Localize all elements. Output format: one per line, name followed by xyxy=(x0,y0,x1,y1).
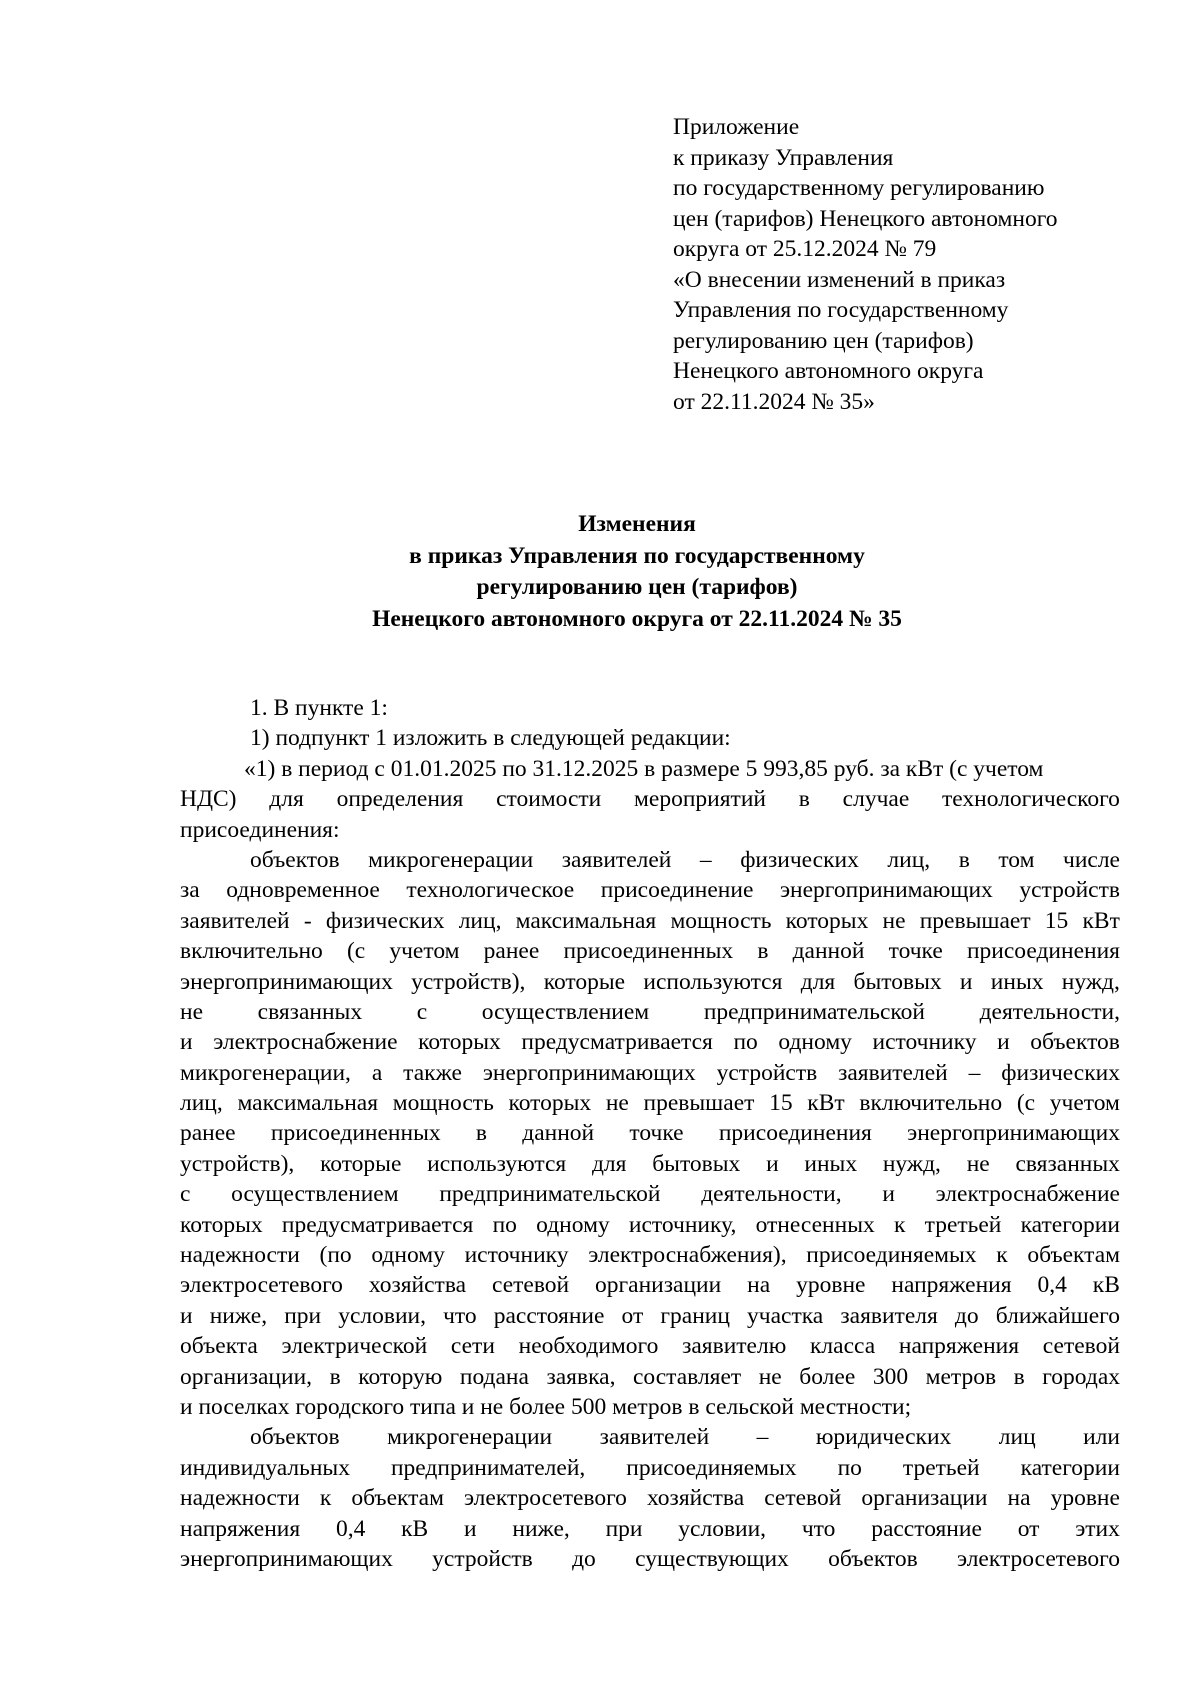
word: включительно xyxy=(859,1090,1003,1117)
word: устройств), xyxy=(411,968,526,995)
word: ранее xyxy=(483,938,540,965)
word: микрогенерации, xyxy=(180,1059,351,1086)
word: микрогенерации xyxy=(387,1424,553,1451)
word: электросетевого xyxy=(957,1545,1120,1572)
word: заявка, xyxy=(546,1363,616,1390)
word: энергопринимающих xyxy=(907,1120,1120,1147)
word: от xyxy=(1017,1515,1040,1542)
body-line xyxy=(180,1301,1120,1331)
appendix-line: «О внесении изменений в приказ xyxy=(673,266,1006,293)
word: при xyxy=(284,1302,322,1329)
word: 0,4 xyxy=(1037,1272,1067,1299)
word: объектов xyxy=(828,1545,918,1572)
word: в xyxy=(757,938,769,965)
word: также xyxy=(403,1059,462,1086)
word: технологического xyxy=(942,786,1120,813)
word: и xyxy=(180,1029,193,1056)
word: связанных xyxy=(257,998,363,1025)
word: предусматривается xyxy=(281,1211,474,1238)
word: предпринимателей, xyxy=(390,1454,586,1481)
body-line: и поселках городского типа и не более 500 метров в сельской местности; xyxy=(180,1393,912,1420)
word: 15 xyxy=(1044,907,1069,934)
word: точке xyxy=(629,1120,684,1147)
word: деятельности, xyxy=(701,1181,842,1208)
word: объектам xyxy=(1027,1242,1120,1269)
word: сети xyxy=(450,1333,495,1360)
appendix-line: округа от 25.12.2024 № 79 xyxy=(673,236,937,262)
word: хозяйства xyxy=(368,1272,467,1299)
body-line xyxy=(180,1027,1120,1057)
word: превышает xyxy=(919,907,1031,934)
body-line xyxy=(180,1544,1120,1574)
word: за xyxy=(180,877,200,904)
word: напряжения xyxy=(180,1515,301,1542)
word: организации, xyxy=(180,1363,313,1390)
body-line xyxy=(180,906,1120,936)
word: напряжения xyxy=(898,1333,1020,1360)
word: превышает xyxy=(643,1090,755,1117)
word: кВ xyxy=(401,1515,429,1542)
word: присоединения xyxy=(718,1120,872,1147)
word: электроснабжение xyxy=(935,1181,1120,1208)
word: что xyxy=(443,1302,477,1329)
word: мощность xyxy=(392,1090,494,1117)
word: одновременное xyxy=(226,877,380,904)
word: с xyxy=(416,998,428,1025)
word: физических xyxy=(1001,1059,1120,1086)
word: третьей xyxy=(902,1454,980,1481)
word: данной xyxy=(522,1120,595,1147)
word: отнесенных xyxy=(755,1211,875,1238)
word: в xyxy=(329,1363,341,1390)
word: максимальная xyxy=(237,1090,379,1117)
word: 300 xyxy=(872,1363,909,1390)
word: юридических xyxy=(815,1424,952,1451)
word: до xyxy=(572,1545,596,1572)
word: стоимости xyxy=(496,786,602,813)
word: в xyxy=(958,846,970,873)
title-line: регулированию цен (тарифов) xyxy=(476,574,798,600)
word: связанных xyxy=(1015,1150,1120,1177)
word: по xyxy=(733,1029,758,1056)
appendix-line: к приказу Управления xyxy=(673,144,894,171)
word: предпринимательской xyxy=(703,998,925,1025)
word: и xyxy=(959,968,973,995)
word: объектов xyxy=(250,846,340,873)
body-line xyxy=(180,1118,1120,1148)
word: кВт xyxy=(1082,907,1120,934)
word: заявителей xyxy=(838,1059,948,1086)
word: случае xyxy=(842,786,910,813)
word: кВ xyxy=(1092,1272,1120,1299)
word: категории xyxy=(1020,1211,1120,1238)
body-line xyxy=(180,1149,1120,1179)
word: объекта xyxy=(180,1333,258,1360)
word: кВт xyxy=(807,1090,845,1117)
body-line: присоединения: xyxy=(180,816,340,843)
word: заявителя xyxy=(840,1302,938,1329)
word: – xyxy=(699,846,712,873)
appendix-line: Ненецкого автономного округа xyxy=(673,358,984,384)
word: в xyxy=(1013,1363,1025,1390)
word: напряжения xyxy=(891,1272,1012,1299)
title-line: Ненецкого автономного округа от 22.11.2024 № 35 xyxy=(372,605,902,632)
word: по xyxy=(837,1454,862,1481)
word: организации xyxy=(861,1485,988,1512)
word: категории xyxy=(1020,1454,1120,1481)
word: нужд, xyxy=(1061,968,1120,995)
word: устройств xyxy=(432,1545,533,1572)
word: третьей xyxy=(924,1211,1002,1238)
word: источнику xyxy=(872,1029,977,1056)
word: которую xyxy=(358,1363,443,1390)
word: которые xyxy=(320,1150,402,1177)
word: объектов xyxy=(1030,1029,1120,1056)
word: уровне xyxy=(1050,1485,1120,1512)
word: сетевой xyxy=(491,1272,570,1299)
word: (с xyxy=(346,938,366,965)
appendix-line: Приложение xyxy=(673,114,800,140)
body-line xyxy=(180,1422,1120,1452)
word: электросетевого xyxy=(464,1485,627,1512)
word: этих xyxy=(1075,1515,1120,1542)
word: данной xyxy=(792,938,865,965)
word: с xyxy=(180,1181,191,1208)
word: энергопринимающих xyxy=(180,968,393,995)
body-line xyxy=(180,1331,1120,1361)
word: ранее xyxy=(180,1120,236,1147)
word: осуществлением xyxy=(481,998,650,1025)
word: надежности xyxy=(180,1242,300,1269)
word: микрогенерации xyxy=(368,846,534,873)
word: (по xyxy=(319,1242,352,1269)
word: условии, xyxy=(678,1515,767,1542)
word: лиц, xyxy=(458,907,502,934)
word: составляет xyxy=(632,1363,742,1390)
body-line xyxy=(180,1362,1120,1392)
word: границ xyxy=(660,1302,730,1329)
body-line: 1. В пункте 1: xyxy=(250,695,388,721)
word: метров xyxy=(925,1363,997,1390)
word: устройств xyxy=(716,1059,818,1086)
word: необходимого xyxy=(518,1333,659,1360)
word: которых xyxy=(418,1029,501,1056)
word: присоединенных xyxy=(270,1120,441,1147)
word: энергопринимающих xyxy=(482,1059,696,1086)
word: к xyxy=(996,1242,1008,1269)
body-line xyxy=(180,784,1120,814)
body-line-text: «1) в период с 01.01.2025 по 31.12.2025 в размере 5 993,85 руб. за кВт (с учетом xyxy=(244,755,1044,782)
appendix-header xyxy=(673,112,1133,417)
word: мероприятий xyxy=(634,786,766,813)
word: учетом xyxy=(1049,1090,1120,1117)
word: для xyxy=(269,786,304,813)
word: и xyxy=(997,1029,1010,1056)
word: участка xyxy=(747,1302,824,1329)
word: расстояние xyxy=(871,1515,982,1542)
body-line xyxy=(180,1210,1120,1240)
appendix-line: от 22.11.2024 № 35» xyxy=(673,388,875,415)
word: точке xyxy=(888,938,943,965)
word: и xyxy=(464,1515,477,1542)
word: сетевой xyxy=(1042,1333,1120,1360)
word: не xyxy=(758,1363,782,1390)
word: до xyxy=(954,1302,979,1329)
body-line xyxy=(180,845,1120,875)
body-line xyxy=(180,997,1120,1027)
word: заявителей xyxy=(180,907,290,934)
body-line xyxy=(180,875,1120,905)
word: которых xyxy=(785,907,869,934)
word: электроснабжения), xyxy=(588,1242,787,1269)
appendix-line: Управления по государственному xyxy=(673,297,1009,323)
word: максимальная xyxy=(515,907,657,934)
body-line xyxy=(180,1058,1120,1088)
word: на xyxy=(747,1272,771,1299)
word: - xyxy=(303,907,312,934)
word: лиц, xyxy=(887,846,931,873)
word: заявителей xyxy=(599,1424,710,1451)
word: в xyxy=(475,1120,487,1147)
appendix-line: цен (тарифов) Ненецкого автономного xyxy=(673,205,1058,232)
word: НДС) xyxy=(180,786,237,813)
word: бытовых xyxy=(652,1150,741,1177)
word: ниже, xyxy=(512,1515,570,1542)
word: заявителей xyxy=(561,846,672,873)
appendix-line: регулированию цен (тарифов) xyxy=(673,327,974,354)
word: существующих xyxy=(635,1545,789,1572)
word: деятельности, xyxy=(979,998,1120,1025)
word: одному xyxy=(778,1029,852,1056)
word: предпринимательской xyxy=(439,1181,661,1208)
word: на xyxy=(1007,1485,1031,1512)
word: класса xyxy=(810,1333,876,1360)
word: при xyxy=(605,1515,643,1542)
word: сетевой xyxy=(764,1485,842,1512)
word: одному xyxy=(536,1211,610,1238)
word: которых xyxy=(508,1090,592,1117)
word: мощность xyxy=(670,907,772,934)
word: ближайшего xyxy=(995,1302,1120,1329)
word: и xyxy=(180,1302,193,1329)
word: учетом xyxy=(389,938,460,965)
word: 0,4 xyxy=(335,1515,366,1542)
word: присоединения xyxy=(966,938,1120,965)
word: и xyxy=(882,1181,895,1208)
word: электроснабжение xyxy=(213,1029,398,1056)
word: уровне xyxy=(796,1272,866,1299)
word: что xyxy=(801,1515,836,1542)
word: включительно xyxy=(180,938,323,965)
word: и xyxy=(766,1150,779,1177)
word: технологическое xyxy=(406,877,575,904)
word: предусматривается xyxy=(521,1029,713,1056)
body-line xyxy=(180,1270,1120,1300)
word: источнику, xyxy=(628,1211,737,1238)
body-line xyxy=(180,1179,1120,1209)
word: иных xyxy=(804,1150,858,1177)
word: от xyxy=(621,1302,644,1329)
word: электрической xyxy=(281,1333,428,1360)
word: том xyxy=(998,846,1035,873)
word: надежности xyxy=(180,1485,300,1512)
body-line xyxy=(180,1088,1120,1118)
body-line xyxy=(180,1453,1120,1483)
word: присоединяемых xyxy=(626,1454,797,1481)
word: физических xyxy=(740,846,859,873)
word: заявителю xyxy=(682,1333,787,1360)
word: лиц, xyxy=(180,1090,223,1117)
word: энергопринимающих xyxy=(779,877,993,904)
word: лиц xyxy=(998,1424,1036,1451)
title-line: Изменения xyxy=(578,511,696,537)
word: в xyxy=(798,786,810,813)
word: используются xyxy=(643,968,783,995)
word: числе xyxy=(1063,846,1120,873)
word: одному xyxy=(371,1242,445,1269)
word: к xyxy=(893,1211,906,1238)
word: электросетевого xyxy=(180,1272,343,1299)
word: городах xyxy=(1042,1363,1120,1390)
word: хозяйства xyxy=(646,1485,745,1512)
word: или xyxy=(1083,1424,1120,1451)
word: объектов xyxy=(250,1424,340,1451)
word: энергопринимающих xyxy=(180,1545,393,1572)
word: – xyxy=(756,1424,769,1451)
word: источнику xyxy=(464,1242,569,1269)
word: которые xyxy=(543,968,626,995)
word: по xyxy=(492,1211,517,1238)
word: присоединяемых xyxy=(806,1242,977,1269)
word: которых xyxy=(180,1211,263,1238)
word: не xyxy=(180,998,204,1025)
word: 15 xyxy=(769,1090,793,1117)
word: организации xyxy=(595,1272,722,1299)
word: к xyxy=(319,1485,332,1512)
appendix-line: по государственному регулированию xyxy=(673,175,1045,201)
word: объектам xyxy=(351,1485,444,1512)
body-line xyxy=(180,1514,1120,1544)
body-line xyxy=(180,967,1120,997)
word: индивидуальных xyxy=(180,1454,350,1481)
word: не xyxy=(882,907,906,934)
word: иных xyxy=(990,968,1044,995)
word: более xyxy=(799,1363,856,1390)
document-body xyxy=(180,693,1120,1574)
body-line xyxy=(180,1483,1120,1513)
word: не xyxy=(966,1150,990,1177)
word: не xyxy=(605,1090,629,1117)
document-title xyxy=(180,509,1094,635)
word: нужд, xyxy=(882,1150,941,1177)
word: для xyxy=(591,1150,627,1177)
word: подана xyxy=(459,1363,529,1390)
word: устройств xyxy=(1019,877,1120,904)
word: используются xyxy=(427,1150,567,1177)
word: – xyxy=(968,1059,981,1086)
body-line xyxy=(180,754,1120,784)
word: присоединение xyxy=(600,877,754,904)
word: для xyxy=(800,968,836,995)
word: физических xyxy=(325,907,445,934)
body-line xyxy=(180,936,1120,966)
word: определения xyxy=(336,786,464,813)
body-line xyxy=(180,1240,1120,1270)
word: устройств), xyxy=(180,1150,295,1177)
word: расстояние xyxy=(493,1302,605,1329)
word: бытовых xyxy=(853,968,942,995)
word: ниже, xyxy=(209,1302,268,1329)
word: условии, xyxy=(338,1302,426,1329)
word: присоединенных xyxy=(563,938,734,965)
word: (с xyxy=(1016,1090,1036,1117)
title-line: в приказ Управления по государственному xyxy=(409,542,865,569)
word: а xyxy=(371,1059,383,1086)
word: осуществлением xyxy=(231,1181,399,1208)
body-line: 1) подпункт 1 изложить в следующей редакции: xyxy=(250,725,731,752)
